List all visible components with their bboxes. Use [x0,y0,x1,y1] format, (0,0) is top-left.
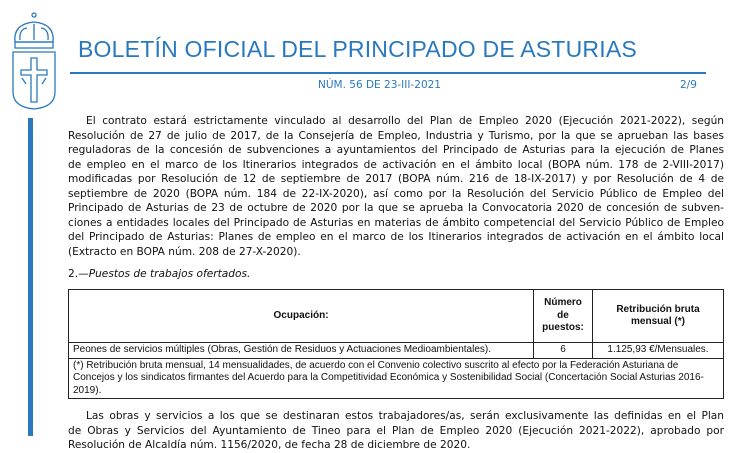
table-header-row [69,290,724,343]
issue-number: NÚM. 56 DE 23-III-2021 [318,79,441,91]
asturias-coat-of-arms-logo [9,12,59,110]
cell-positions: 6 [534,343,593,359]
text-line: septiembre de 2020 (BOPA núm. 184 de 22-IX-2020), así como por la Resolución del Servicio Público de Empleo del [68,187,724,200]
header-positions: Número de puestos: [534,290,593,343]
cell-occupation: Peones de servicios múltiples (Obras, Gestión de Residuos y Actuaciones Medioambientales). [69,343,534,359]
text-line: del Principado de Asturias: Planes de empleo en el marco de los Itinerarios integrados de activación en el ámbito local [68,231,724,243]
text-line: Las obras y servicios a los que se destinaran estos trabajadores/as, serán exclusivamente las definidas en el Plan [86,410,724,422]
paragraph-works [68,409,724,453]
text-line: de Obras y Servicios del Ayuntamiento de Tineo para el Plan de Empleo 2020 (Ejecución 2021-2022), aprobado por [68,424,724,437]
table-footnote-row [69,358,724,399]
margin-bar [28,118,33,436]
table-row [69,343,724,359]
text-line: modificadas por Resolución de 12 de septiembre de 2017 (BOPA núm. 216 de 18-IX-2017) y por Resolución de 4 de [68,173,724,185]
text-line: El contrato estará estrictamente vinculado al desarrollo del Plan de Empleo 2020 (Ejecución 2021-2022), según [86,115,724,127]
text-line: Resolución de 27 de julio de 2017, de la Consejería de Empleo, Industria y Turismo, por la que se aprueban las bases [68,129,724,142]
text-line: ciones a entidades locales del Principado de Asturias en materias de ámbito competencial del Servicio Público de Empleo [68,216,724,229]
text-line: (Extracto en BOPA núm. 208 de 27-X-2020). [68,245,301,258]
table-footnote: (*) Retribución bruta mensual, 14 mensualidades, de acuerdo con el Convenio colectivo suscrito al efecto por la Federación Asturiana de Concejos y los sindicatos firmantes del Acuerdo para la Competitividad Económica y Sostenibilidad Social (Concertación Social Asturias 2016-2019). [69,358,724,399]
section-heading [68,267,724,281]
section-title: Puestos de trabajos ofertados. [88,268,251,280]
text-line: Resolución de Alcaldía núm. 1156/2020, de fecha 28 de diciembre de 2020. [68,439,471,451]
header-salary: Retribución bruta mensual (*) [592,290,723,343]
text-line: Principado de Asturias de 23 de octubre de 2020 por la que se aprueba la Convocatoria 2020 de concesión de subven- [68,202,724,214]
publication-title: BOLETÍN OFICIAL DEL PRINCIPADO DE ASTURIAS [78,36,637,62]
text-line: de empleo en el marco de los Itinerarios integrados de activación en el ámbito local (BOPA núm. 178 de 2-VIII-2017) [68,158,724,171]
document-body [68,114,724,453]
section-number: 2.— [68,268,89,280]
paragraph-contract [68,114,724,259]
text-line: reguladoras de la concesión de subvenciones a ayuntamientos del Principado de Asturias para la ejecución de Planes [68,144,724,156]
cell-salary: 1.125,93 €/Mensuales. [592,343,723,359]
positions-table [68,289,724,399]
page-number: 2/9 [680,79,697,91]
header-rule [70,72,706,74]
header-occupation: Ocupación: [69,290,534,343]
